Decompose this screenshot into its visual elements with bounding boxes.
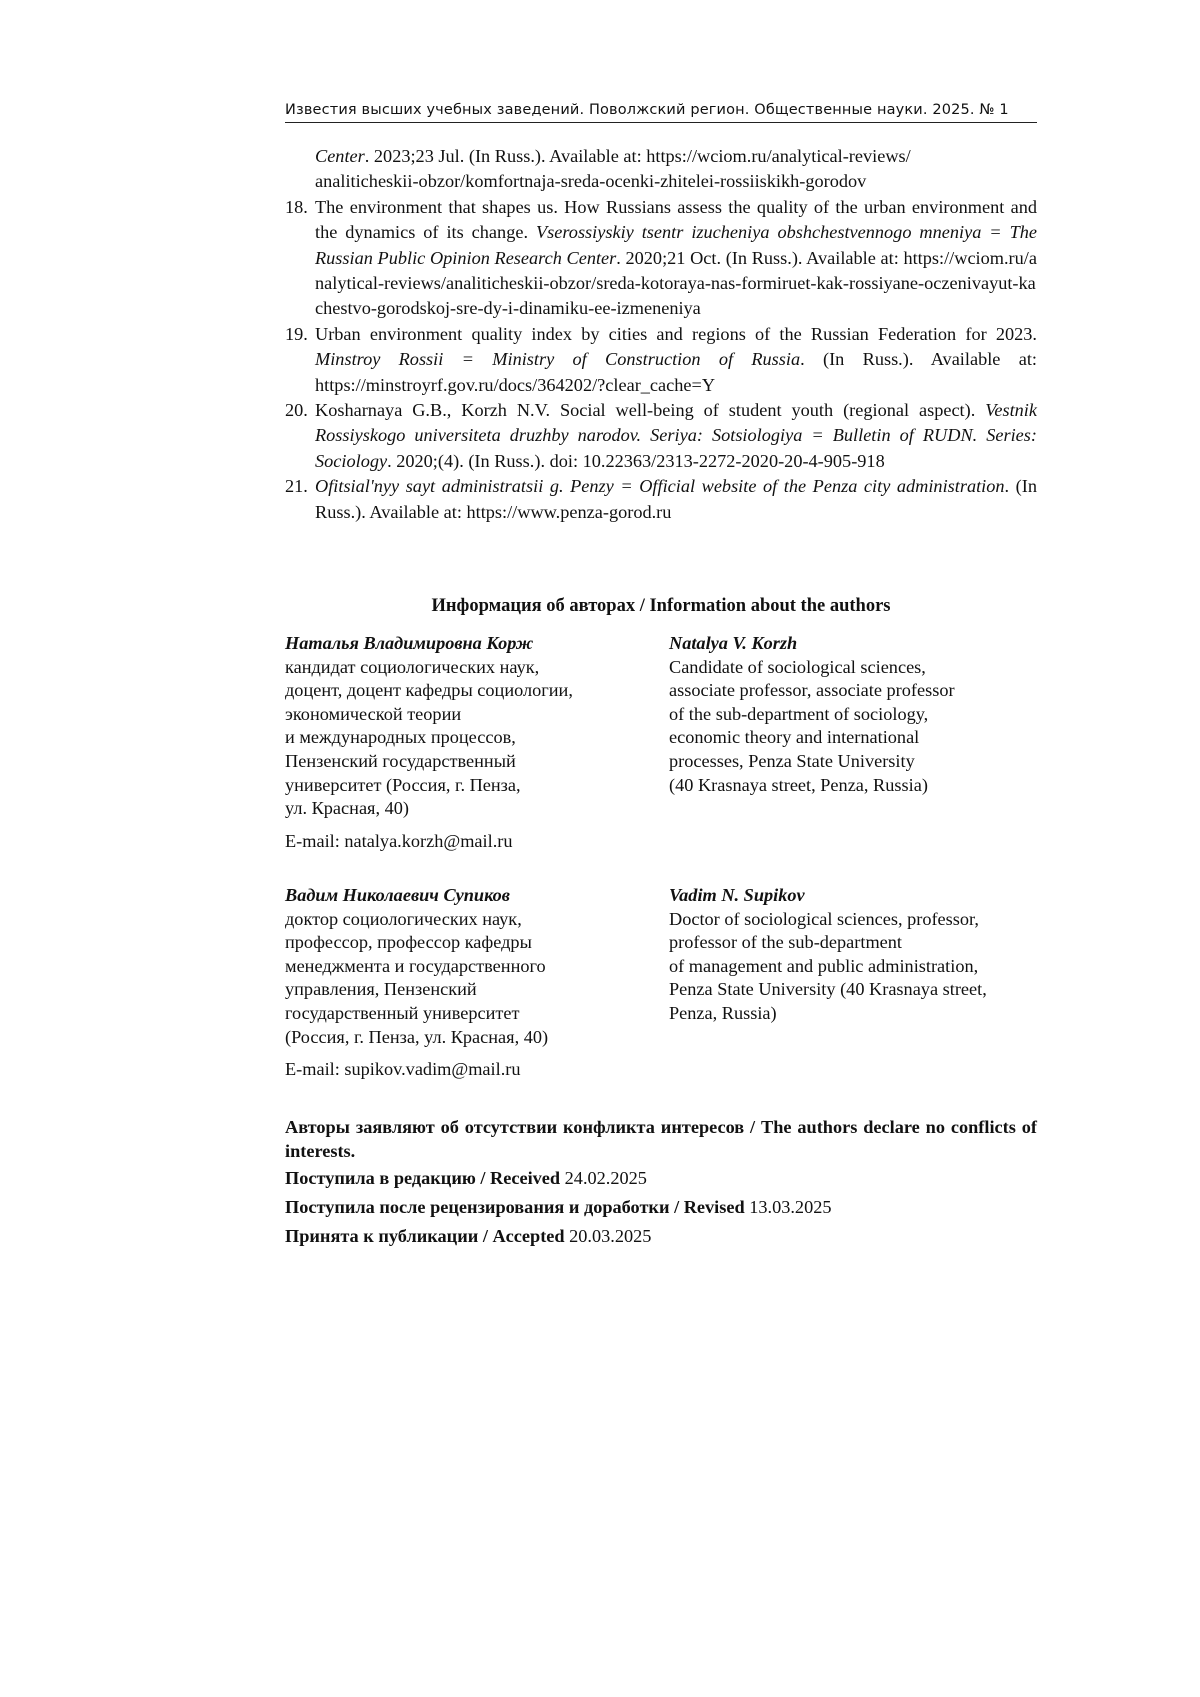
accepted-date: 20.03.2025 xyxy=(564,1226,652,1246)
author1-en-line: processes, Penza State University xyxy=(669,750,915,771)
author2-en-line: professor of the sub-department xyxy=(669,932,903,953)
ref21-source: Ofitsial'nyy sayt administratsii g. Penzy = Official website of the Penza city administration xyxy=(315,476,1005,497)
author2-ru-line: доктор социологических наук, xyxy=(285,908,522,929)
revised-label: Поступила после рецензирования и доработки / Revised xyxy=(285,1197,745,1217)
author1-ru-line: кандидат социологических наук, xyxy=(285,656,540,677)
author2-en-line: Doctor of sociological sciences, professor, xyxy=(669,908,979,929)
accepted-line xyxy=(285,1225,1037,1249)
author1-ru-line: экономической теории xyxy=(285,703,462,724)
authors-heading: Информация об авторах / Information about the authors xyxy=(431,596,891,616)
ref20-title: Kosharnaya G.B., Korzh N.V. Social well-being of student youth (regional aspect). xyxy=(315,400,986,421)
ref17-url-tail: analiticheskii-obzor/komfortnaja-sreda-ocenki-zhitelei-rossiiskikh-gorodov xyxy=(315,171,867,192)
author2-en-name: Vadim N. Supikov xyxy=(669,885,805,905)
ref20-details: . 2020;(4). (In Russ.). doi: 10.22363/2313-2272-2020-20-4-905-918 xyxy=(387,450,885,471)
ref21-number: 21. xyxy=(285,476,308,497)
author1-ru-line: Пензенский государственный xyxy=(285,750,516,771)
ref17-italic: Center xyxy=(315,146,365,166)
ref19-source: Minstroy Rossii = Ministry of Construction of Russia xyxy=(315,349,801,370)
ref19-title: Urban environment quality index by cities and regions of the Russian Federation for 2023. xyxy=(315,323,1037,344)
author2-ru-line: менеджмента и государственного xyxy=(285,955,546,976)
author1-en-line: associate professor, associate professor xyxy=(669,680,955,701)
ref17-text: . 2023;23 Jul. (In Russ.). Available at: https://wciom.ru/analytical-reviews/ xyxy=(364,146,911,166)
author1-en-line: economic theory and international xyxy=(669,727,920,748)
ref21-details: . (In Russ.). Available at: https://www.penza-gorod.ru xyxy=(315,476,1037,522)
author2-en-line: Penza, Russia) xyxy=(669,1002,777,1023)
reference-19 xyxy=(285,322,1037,398)
ref18-number: 18. xyxy=(285,196,308,217)
author1-en-line: of the sub-department of sociology, xyxy=(669,703,929,724)
author2-ru-line: государственный университет xyxy=(285,1002,520,1023)
author2-ru-name: Вадим Николаевич Супиков xyxy=(285,885,510,905)
accepted-label: Принята к публикации / Accepted xyxy=(285,1226,565,1246)
author2-ru-line: управления, Пензенский xyxy=(285,979,477,1000)
author2-email[interactable]: E-mail: supikov.vadim@mail.ru xyxy=(285,1059,521,1079)
author1-email[interactable]: E-mail: natalya.korzh@mail.ru xyxy=(285,831,513,851)
author2-en-line: of management and public administration, xyxy=(669,955,979,976)
author1-ru-line: ул. Красная, 40) xyxy=(285,798,409,819)
author1-en-name: Natalya V. Korzh xyxy=(669,633,798,653)
conflict-declaration xyxy=(285,1116,1037,1163)
author1-ru-block xyxy=(285,632,573,821)
ref19-details: . (In Russ.). Available at: https://minstroyrf.gov.ru/docs/364202/?clear_cache=Y xyxy=(315,349,1037,395)
revised-date: 13.03.2025 xyxy=(744,1197,832,1217)
ref19-number: 19. xyxy=(285,323,308,344)
ref20-source: Vestnik Rossiyskogo universiteta druzhby narodov. Seriya: Sotsiologiya = Bulletin of RUDN. Series: Sociology xyxy=(315,400,1037,471)
author2-ru-block xyxy=(285,884,548,1049)
ref20-number: 20. xyxy=(285,400,308,421)
reference-20 xyxy=(285,398,1037,474)
author1-ru-line: доцент, доцент кафедры социологии, xyxy=(285,680,573,701)
reference-18 xyxy=(285,195,1037,322)
received-label: Поступила в редакцию / Received xyxy=(285,1168,561,1188)
ref18-title: The environment that shapes us. How Russians assess the quality of the urban environment and the dynamics of its change. xyxy=(315,196,1037,243)
received-line xyxy=(285,1167,1037,1191)
reference-list xyxy=(285,144,1037,525)
revised-line xyxy=(285,1196,1037,1220)
author1-en-line: Candidate of sociological sciences, xyxy=(669,656,926,677)
author1-ru-line: университет (Россия, г. Пенза, xyxy=(285,774,521,795)
author2-ru-line: (Россия, г. Пенза, ул. Красная, 40) xyxy=(285,1026,549,1047)
ref18-details: . 2020;21 Oct. (In Russ.). Available at: https://wciom.ru/analytical-reviews/analiticheskii-obzor/sreda-kotoraya-nas-formiruet-kak-rossiyane-oczenivayut-kachestvo-gorodskoj-sre-dy-i-dinamiku-ee-izmeneniya xyxy=(315,247,1037,319)
ref18-source: Vserossiyskiy tsentr izucheniya obshchestvennogo mneniya = The Russian Public Opinion Research Center xyxy=(315,222,1037,268)
author1-ru-line: и международных процессов, xyxy=(285,727,516,748)
author2-en-line: Penza State University (40 Krasnaya street, xyxy=(669,979,987,1000)
author2-ru-line: профессор, профессор кафедры xyxy=(285,932,532,953)
conflict-text: Авторы заявляют об отсутствии конфликта интересов / The authors declare no conflicts of interests. xyxy=(285,1117,1037,1161)
author1-en-line: (40 Krasnaya street, Penza, Russia) xyxy=(669,774,928,795)
reference-17-continuation xyxy=(285,144,1037,195)
author1-ru-name: Наталья Владимировна Корж xyxy=(285,633,534,653)
author1-en-block xyxy=(669,632,955,797)
running-head: Известия высших учебных заведений. Поволжский регион. Общественные науки. 2025. № 1 xyxy=(285,102,1037,123)
reference-21 xyxy=(285,474,1037,525)
received-date: 24.02.2025 xyxy=(560,1168,647,1188)
author2-en-block xyxy=(669,884,987,1026)
